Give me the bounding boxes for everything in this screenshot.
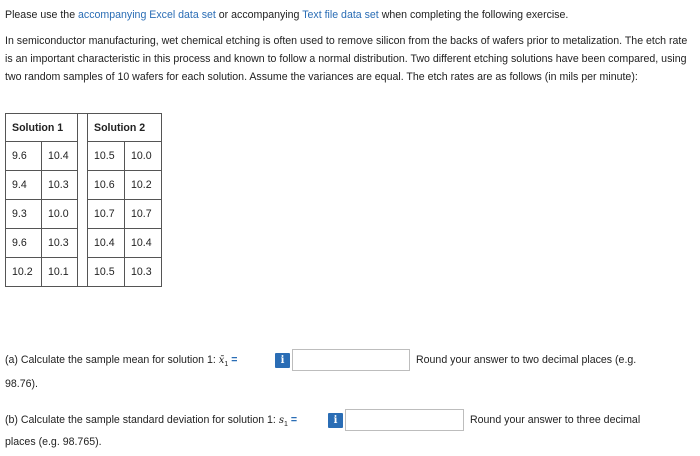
text-file-data-link[interactable]: Text file data set [302,9,379,21]
table-column-gap [78,114,88,287]
table-cell: 9.3 [6,200,42,229]
table-cell: 10.6 [88,171,125,200]
table-cell: 10.7 [88,200,125,229]
table-cell: 10.0 [125,142,162,171]
table-cell: 9.6 [6,142,42,171]
table-cell: 9.4 [6,171,42,200]
x-bar-symbol: x̄ [218,355,225,366]
solution-2-group [88,114,162,287]
intro-prefix: Please use the [5,9,79,21]
table-cell: 10.4 [88,229,125,258]
table-cell: 10.3 [42,171,78,200]
table-cell: 10.0 [42,200,78,229]
question-b-prefix: (b) Calculate the sample standard deviation for solution 1: [5,414,279,426]
s-symbol: s [278,415,284,426]
question-a-text [5,347,237,378]
problem-text: In semiconductor manufacturing, wet chemical etching is often used to remove silicon from the backs of wafers prior to metalization. The etch rate is an important characteristic in this process and known to follow a normal distribution. Two different etching solutions have been compared, using two random samples of 10 wafers for each solution. Assume the variances are equal. The etch rates are as follows (in mils per minute): [5,35,688,83]
question-b-equals: = [287,414,298,426]
info-icon[interactable]: i [328,413,343,428]
question-b-rounding-hint-cont: places (e.g. 98.765). [5,436,102,448]
solution-1-group [6,114,78,287]
question-a-rounding-hint-cont: 98.76). [5,378,38,390]
table-cell: 10.2 [6,258,42,287]
info-icon[interactable]: i [275,353,290,368]
intro-middle: or accompanying [215,9,303,21]
table-cell: 10.2 [125,171,162,200]
question-a-equals: = [228,354,238,366]
question-a-rounding-hint: Round your answer to two decimal places (e.g. [416,354,637,366]
table-cell: 10.5 [88,142,125,171]
intro-line [5,6,693,24]
sample-mean-input[interactable] [292,349,410,371]
sample-std-dev-input[interactable] [345,409,464,431]
s-subscript: 1 [283,421,288,429]
table-cell: 9.6 [6,229,42,258]
question-b-rounding-hint: Round your answer to three decimal [470,414,641,426]
table-cell: 10.3 [125,258,162,287]
excel-data-link[interactable]: accompanying Excel data set [78,9,216,21]
intro-suffix: when completing the following exercise. [378,9,569,21]
solution-1-header: Solution 1 [12,121,64,134]
table-cell: 10.5 [88,258,125,287]
table-cell: 10.4 [42,142,78,171]
table-cell: 10.1 [42,258,78,287]
etch-rate-table [5,113,162,287]
table-cell: 10.7 [125,200,162,229]
x-bar-subscript: 1 [224,361,229,369]
question-a-prefix: (a) Calculate the sample mean for solution 1: [5,354,219,366]
table-cell: 10.3 [42,229,78,258]
solution-2-header: Solution 2 [94,121,146,134]
table-cell: 10.4 [125,229,162,258]
